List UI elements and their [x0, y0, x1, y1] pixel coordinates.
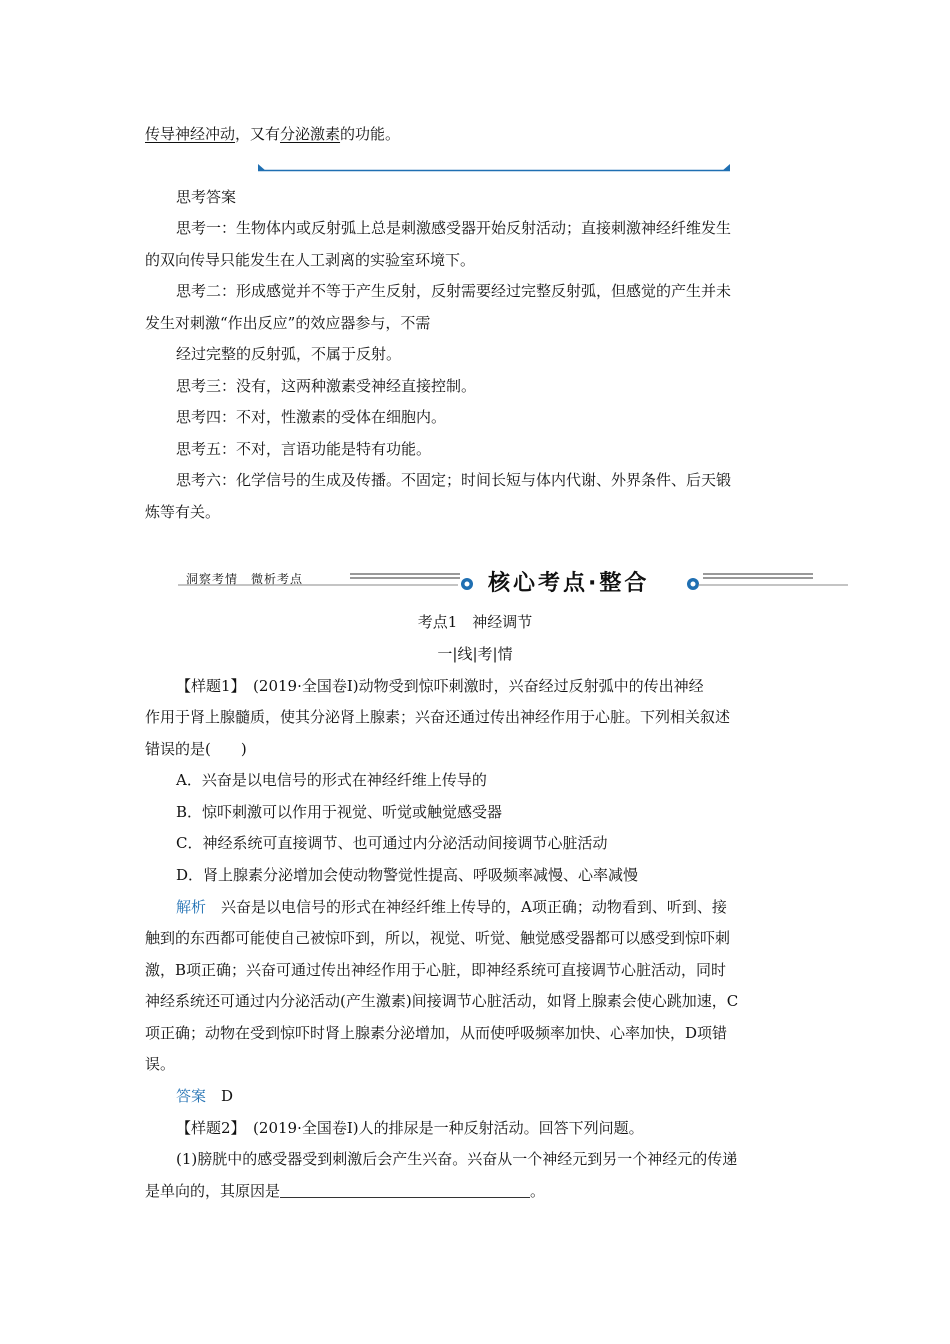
answer-3: 思考三：没有，这两种激素受神经直接控制。 — [176, 377, 477, 395]
option-d: D．肾上腺素分泌增加会使动物警觉性提高、呼吸频率减慢、心率减慢 — [176, 866, 639, 884]
text: ，又有 — [235, 125, 281, 143]
analysis — [176, 897, 727, 917]
answer-6-cont: 炼等有关。 — [145, 503, 221, 521]
kaodian-title: 考点1 神经调节 — [417, 613, 533, 631]
answer-1-cont: 的双向传导只能发生在人工剥离的实验室环境下。 — [145, 251, 476, 269]
analysis-cont: 项正确；动物在受到惊吓时肾上腺素分泌增加，从而使呼吸频率加快、心率加快，D项错 — [145, 1024, 728, 1042]
section-banner — [178, 566, 848, 600]
analysis-cont: 激，B项正确；兴奋可通过传出神经作用于心脏，即神经系统可直接调节心脏活动，同时 — [145, 961, 727, 979]
option-b: B．惊吓刺激可以作用于视觉、听觉或触觉感受器 — [176, 803, 503, 821]
analysis-cont: 误。 — [145, 1055, 176, 1073]
example-1: 【样题1】 (2019·全国卷Ⅰ)动物受到惊吓刺激时，兴奋经过反射弧中的传出神经 — [176, 677, 704, 695]
underlined-term: 分泌激素 — [280, 125, 341, 143]
banner-left-label: 洞察考情 微析考点 — [186, 572, 304, 586]
example-2: 【样题2】 (2019·全国卷Ⅰ)人的排尿是一种反射活动。回答下列问题。 — [176, 1119, 644, 1137]
text: 是单向的，其原因是 — [145, 1182, 281, 1200]
answer-1: 思考一：生物体内或反射弧上总是刺激感受器开始反射活动；直接刺激神经纤维发生 — [176, 219, 732, 237]
answer-6: 思考六：化学信号的生成及传播。不固定；时间长短与体内代谢、外界条件、后天锻 — [176, 471, 732, 489]
example-1-cont: 作用于肾上腺髓质，使其分泌肾上腺素；兴奋还通过传出神经作用于心脏。下列相关叙述 — [145, 708, 731, 726]
example-2-question-cont — [145, 1181, 545, 1201]
analysis-cont: 神经系统还可通过内分泌活动(产生激素)间接调节心脏活动，如肾上腺素会使心跳加速，C — [145, 992, 739, 1010]
option-a: A．兴奋是以电信号的形式在神经纤维上传导的 — [176, 771, 487, 789]
answer-label: 答案 — [176, 1087, 207, 1105]
answer-2-cont: 发生对刺激“作出反应”的效应器参与，不需 — [145, 314, 431, 332]
answer-4: 思考四：不对，性激素的受体在细胞内。 — [176, 408, 447, 426]
answer-5: 思考五：不对，言语功能是特有功能。 — [176, 440, 432, 458]
answers-heading: 思考答案 — [176, 188, 237, 206]
text: 。 — [530, 1182, 546, 1200]
text: 兴奋是以电信号的形式在神经纤维上传导的，A项正确；动物看到、听到、接 — [206, 898, 727, 916]
answer-line — [176, 1086, 233, 1106]
underlined-term: 传导神经冲动 — [145, 125, 236, 143]
answer-2: 思考二：形成感觉并不等于产生反射，反射需要经过完整反射弧，但感觉的产生并未 — [176, 282, 732, 300]
section-separator — [258, 164, 730, 172]
answer-2-cont2: 经过完整的反射弧，不属于反射。 — [176, 345, 402, 363]
answer-blank[interactable] — [280, 1183, 530, 1198]
option-c: C．神经系统可直接调节、也可通过内分泌活动间接调节心脏活动 — [176, 834, 608, 852]
continued-line — [145, 124, 400, 144]
answer-value: D — [206, 1087, 234, 1105]
example-2-question: (1)膀胱中的感受器受到刺激后会产生兴奋。兴奋从一个神经元到另一个神经元的传递 — [176, 1150, 738, 1168]
example-1-cont2: 错误的是( ) — [145, 740, 247, 758]
kaodian-subtitle: 一|线|考|情 — [437, 645, 513, 663]
text: 的功能。 — [340, 125, 401, 143]
analysis-cont: 触到的东西都可能使自己被惊吓到，所以，视觉、听觉、触觉感受器都可以感受到惊吓刺 — [145, 929, 731, 947]
banner-title: 核心考点·整合 — [488, 571, 650, 596]
analysis-label: 解析 — [176, 898, 207, 916]
